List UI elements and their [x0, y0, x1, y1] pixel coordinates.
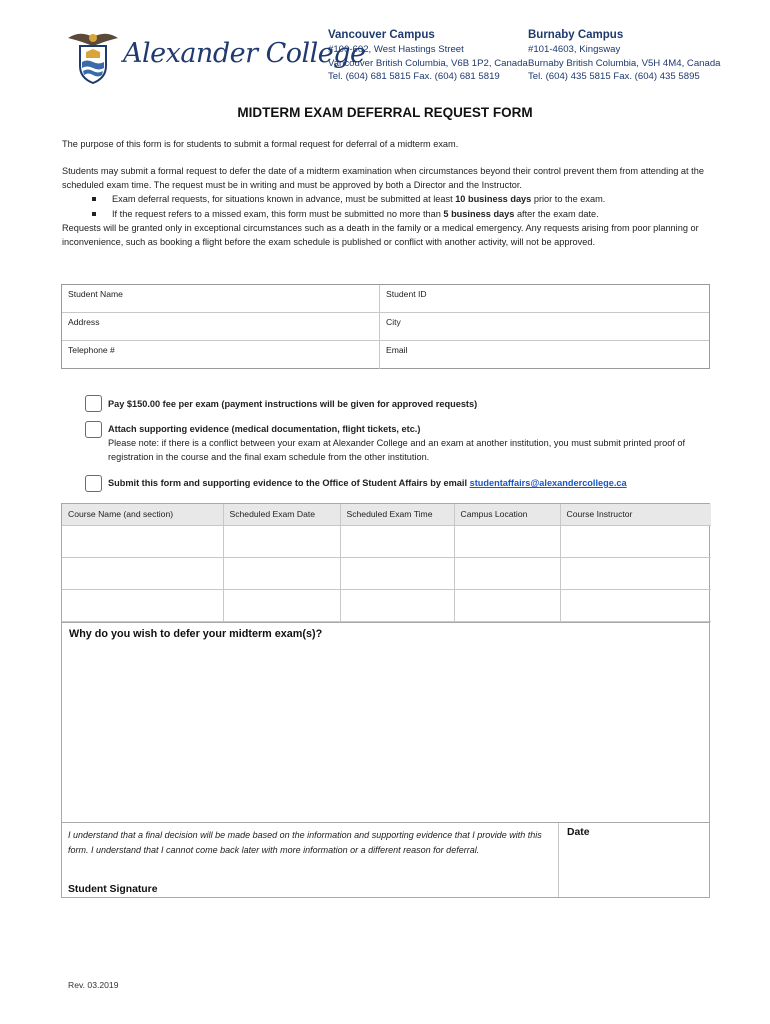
campus-phone: Tel. (604) 681 5815 Fax. (604) 681 5819 — [328, 71, 500, 82]
signature-field[interactable] — [62, 823, 559, 897]
course-instructor-cell[interactable] — [560, 557, 711, 589]
student-affairs-email-link[interactable]: studentaffairs@alexandercollege.ca — [469, 478, 627, 488]
submit-form-checkbox[interactable] — [85, 475, 102, 492]
student-info-table — [61, 284, 710, 369]
column-header-course-name: Course Name (and section) — [62, 504, 223, 525]
vancouver-campus-info — [328, 28, 528, 84]
course-name-cell[interactable] — [62, 557, 223, 589]
bullet-advance-notice: Exam deferral requests, for situations known in advance, must be submitted at least 10 business days prior to the exam. — [62, 192, 712, 206]
policy-paragraph: Students may submit a formal request to defer the date of a midterm examination when circumstances beyond their control prevent them from attending at the scheduled exam time. The request must be in writing and must be approved by both a Director and the Instructor. — [62, 166, 704, 191]
campus-location-cell[interactable] — [454, 589, 560, 621]
course-instructor-cell[interactable] — [560, 589, 711, 621]
logo-wordmark: Alexander College — [123, 38, 366, 69]
student-id-field[interactable] — [380, 285, 709, 312]
signature-section — [61, 822, 710, 898]
field-label: Student Name — [68, 289, 123, 299]
campus-name: Vancouver Campus — [328, 29, 435, 41]
table-row — [62, 589, 711, 621]
field-label: Address — [68, 317, 100, 327]
field-label: Telephone # — [68, 345, 115, 355]
policy-section — [62, 164, 712, 249]
address-field[interactable] — [62, 313, 380, 340]
purpose-paragraph: The purpose of this form is for students to submit a formal request for deferral of a midterm exam. — [62, 139, 459, 149]
attach-evidence-checkbox[interactable] — [85, 421, 102, 438]
telephone-field[interactable] — [62, 341, 380, 369]
campus-address-line-1: #100-602, West Hastings Street — [328, 44, 464, 55]
exam-time-cell[interactable] — [340, 589, 454, 621]
bullet-marker-icon — [92, 197, 96, 201]
table-header-row — [62, 504, 711, 525]
column-header-exam-time: Scheduled Exam Time — [340, 504, 454, 525]
column-header-course-instructor: Course Instructor — [560, 504, 711, 525]
table-row — [62, 525, 711, 557]
city-field[interactable] — [380, 313, 709, 340]
bullet-missed-exam: If the request refers to a missed exam, this form must be submitted no more than 5 business days after the exam date. — [62, 207, 712, 221]
info-row — [62, 285, 709, 313]
burnaby-campus-info — [528, 28, 721, 84]
campus-address-line-1: #101-4603, Kingsway — [528, 44, 621, 55]
campus-address-line-2: Burnaby British Columbia, V5H 4M4, Canada — [528, 57, 721, 69]
attach-evidence-note: Please note: if there is a conflict between your exam at Alexander College and an exam at another institution, you must submit printed proof of registration in the course and the final exam schedule from the other institution. — [108, 438, 686, 463]
field-label: City — [386, 317, 401, 327]
acknowledgement-text: I understand that a final decision will be made based on the information and supporting evidence that I provide with this form. I understand that I cannot come back later with more information or a different reason for deferral. — [68, 830, 542, 855]
exceptional-circumstances-paragraph: Requests will be granted only in exceptional circumstances such as a death in the family or a medical emergency. Any requests arising from poor planning or inconvenience, such as booking a flight before the exam schedule is published or conflict with another activity, will not be approved. — [62, 222, 699, 248]
campus-phone: Tel. (604) 435 5815 Fax. (604) 435 5895 — [528, 71, 700, 82]
field-label: Email — [386, 345, 408, 355]
crest-icon — [66, 28, 120, 84]
campus-location-cell[interactable] — [454, 557, 560, 589]
campus-location-cell[interactable] — [454, 525, 560, 557]
exam-date-cell[interactable] — [223, 589, 340, 621]
revision-label: Rev. 03.2019 — [68, 980, 119, 990]
course-name-cell[interactable] — [62, 589, 223, 621]
column-header-campus-location: Campus Location — [454, 504, 560, 525]
reason-question: Why do you wish to defer your midterm exam(s)? — [69, 628, 323, 640]
campus-name: Burnaby Campus — [528, 29, 624, 41]
info-row — [62, 313, 709, 341]
reason-textarea[interactable] — [61, 619, 710, 823]
pay-fee-label: Pay $150.00 fee per exam (payment instructions will be given for approved requests) — [108, 399, 478, 409]
campus-address-line-2: Vancouver British Columbia, V6B 1P2, Canada — [328, 57, 528, 69]
date-field-label: Date — [567, 827, 590, 838]
attach-evidence-label: Attach supporting evidence (medical documentation, flight tickets, etc.) Please note: if there is a conflict between your exam at Alexander College and an exam at another institution, you must submit printed proof of registration in the course and the final exam schedule from the other institution. — [108, 424, 686, 463]
college-logo — [66, 28, 366, 86]
form-title: MIDTERM EXAM DEFERRAL REQUEST FORM — [237, 105, 533, 120]
course-instructor-cell[interactable] — [560, 525, 711, 557]
exam-date-cell[interactable] — [223, 525, 340, 557]
bullet-marker-icon — [92, 212, 96, 216]
pay-fee-checkbox[interactable] — [85, 395, 102, 412]
course-name-cell[interactable] — [62, 525, 223, 557]
info-row — [62, 341, 709, 369]
exam-time-cell[interactable] — [340, 557, 454, 589]
table-row — [62, 557, 711, 589]
student-name-field[interactable] — [62, 285, 380, 312]
signature-label: Student Signature — [68, 884, 158, 895]
exam-time-cell[interactable] — [340, 525, 454, 557]
field-label: Student ID — [386, 289, 427, 299]
exam-date-cell[interactable] — [223, 557, 340, 589]
course-table — [61, 503, 710, 623]
email-field[interactable] — [380, 341, 709, 369]
submit-form-label: Submit this form and supporting evidence to the Office of Student Affairs by email studentaffairs@alexandercollege.ca — [108, 478, 627, 488]
column-header-exam-date: Scheduled Exam Date — [223, 504, 340, 525]
